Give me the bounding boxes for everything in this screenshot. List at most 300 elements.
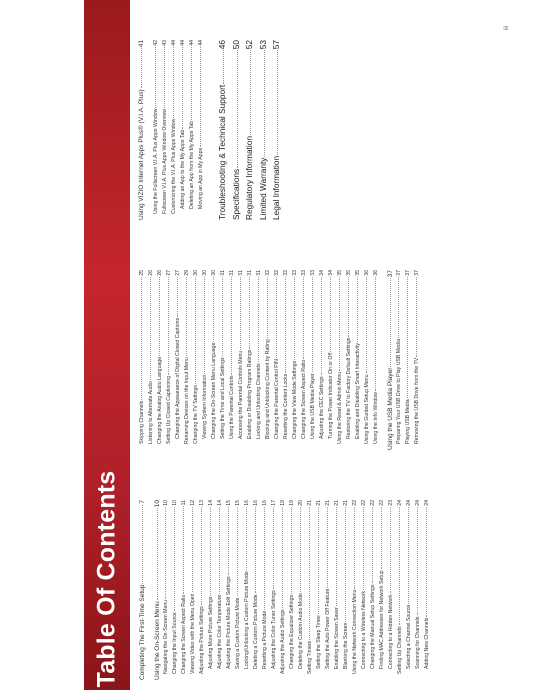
toc-entry[interactable] xyxy=(364,270,372,450)
toc-entry-page: 14 xyxy=(217,500,223,506)
dot-leader xyxy=(312,277,313,372)
toc-entry[interactable] xyxy=(154,500,162,680)
toc-entry[interactable] xyxy=(316,500,324,680)
toc-entry-title: Setting the Sleep Timer xyxy=(316,615,322,669)
toc-entry-title: Playing USB Media xyxy=(405,399,411,444)
toc-entry[interactable] xyxy=(355,270,363,450)
toc-entry-title: Fullscreen V.I.A. Plus Apps Window Overview xyxy=(162,108,168,214)
dot-leader xyxy=(321,277,322,376)
dot-leader xyxy=(249,277,250,349)
toc-entry-page: 15 xyxy=(235,500,241,506)
toc-entry-page: 21 xyxy=(325,500,331,506)
toc-entry-title: Using the Fullscreen V.I.A. Plus Apps Window xyxy=(153,108,159,214)
toc-entry-title: Turning the Power Indicator On or Off xyxy=(328,352,334,439)
toc-entry-title: Skipping Channels xyxy=(139,400,145,444)
toc-entry-page: 43 xyxy=(162,40,168,46)
toc-entry-title: Setting the Auto Power Off Feature xyxy=(325,588,331,669)
toc-entry-page: 24 xyxy=(415,500,421,506)
toc-entry[interactable] xyxy=(181,500,189,680)
toc-entry[interactable] xyxy=(289,500,297,680)
toc-entry-page: 19 xyxy=(289,500,295,506)
toc-entry[interactable] xyxy=(184,270,192,450)
toc-entry[interactable] xyxy=(310,270,318,450)
toc-entry[interactable] xyxy=(244,500,252,680)
toc-entry[interactable] xyxy=(193,270,201,450)
toc-entry[interactable] xyxy=(226,500,234,680)
dot-leader xyxy=(240,277,241,350)
toc-entry[interactable] xyxy=(373,270,381,450)
toc-entry[interactable] xyxy=(274,270,282,450)
dot-leader xyxy=(381,507,382,570)
dot-leader xyxy=(246,507,247,570)
toc-entry-title: Using the Guided Setup Menu xyxy=(364,374,370,444)
toc-entry-title: Blanking the Screen xyxy=(343,622,349,669)
toc-entry-page: 44 xyxy=(198,40,204,46)
dot-leader xyxy=(407,277,408,399)
dot-leader xyxy=(237,507,238,597)
dot-leader xyxy=(327,507,328,588)
toc-entry-page: 22 xyxy=(352,500,358,506)
toc-entry[interactable] xyxy=(292,270,300,450)
toc-entry-page: 10 xyxy=(163,500,169,506)
dot-leader xyxy=(210,507,211,596)
toc-entry[interactable] xyxy=(253,500,261,680)
toc-entry-title: Changing the Equalizer Settings xyxy=(289,594,295,669)
dot-leader xyxy=(141,48,142,88)
toc-entry-page: 36 xyxy=(364,270,370,276)
toc-entry[interactable] xyxy=(283,270,291,450)
toc-entry[interactable] xyxy=(157,270,165,450)
toc-entry-title: Using the Network Connection Menu xyxy=(352,589,358,674)
dot-leader xyxy=(416,277,417,357)
dot-leader xyxy=(258,277,259,363)
toc-entry-page: 17 xyxy=(271,500,277,506)
toc-entry[interactable] xyxy=(414,270,422,450)
dot-leader xyxy=(222,277,223,357)
toc-entry[interactable] xyxy=(217,40,225,220)
toc-entry-title: Locking and Unlocking Channels xyxy=(256,363,262,439)
toc-entry-title: Setting the Time and Local Settings xyxy=(220,357,226,439)
toc-entry[interactable] xyxy=(352,500,360,680)
toc-entry-title: Using the Reset & Admin Menu xyxy=(337,371,343,444)
toc-entry-page: 21 xyxy=(334,500,340,506)
dot-leader xyxy=(285,277,286,373)
dot-leader xyxy=(366,277,367,374)
toc-entry[interactable] xyxy=(406,500,414,680)
toc-entry[interactable] xyxy=(238,270,246,450)
toc-entry-title: Deleting an App from the My Apps Tab xyxy=(189,120,195,209)
toc-entry-title: Listening to Alternate Audio xyxy=(148,381,154,444)
dot-leader xyxy=(174,507,175,612)
toc-entry-page: 32 xyxy=(274,270,280,276)
toc-entry-title: Connecting to a Wireless Network xyxy=(361,590,367,669)
toc-entry-page: 52 xyxy=(244,40,254,50)
toc-entry-title: Changing the Screen Aspect Ratio xyxy=(181,594,187,674)
toc-entry-page: 21 xyxy=(343,500,349,506)
toc-entry-title: Restoring the TV to Factory Default Settings xyxy=(346,337,352,439)
toc-entry-page: 20 xyxy=(298,500,304,506)
toc-entry-title: Changing the View Mode Settings xyxy=(292,360,298,439)
toc-entry[interactable] xyxy=(148,270,156,450)
toc-entry-page: 10 xyxy=(154,500,161,508)
toc-entry-page: 21 xyxy=(316,500,322,506)
toc-entry-page: 11 xyxy=(181,500,187,506)
toc-entry-page: 22 xyxy=(361,500,367,506)
toc-entry-title: Regulatory Information xyxy=(244,136,254,220)
dot-leader xyxy=(201,507,202,605)
toc-entry-page: 21 xyxy=(307,500,313,506)
toc-entry-page: 16 xyxy=(244,500,250,506)
toc-entry[interactable] xyxy=(256,270,264,450)
toc-entry[interactable] xyxy=(262,500,270,680)
toc-entry[interactable] xyxy=(346,270,354,450)
dot-leader xyxy=(228,507,229,576)
toc-entry-page: 53 xyxy=(257,40,268,50)
dot-leader xyxy=(264,507,265,610)
dot-leader xyxy=(318,507,319,614)
toc-entry-page: 12 xyxy=(190,500,196,506)
toc-entry[interactable] xyxy=(163,500,171,680)
dot-leader xyxy=(375,277,376,391)
toc-entry[interactable] xyxy=(271,500,279,680)
dot-leader xyxy=(186,277,187,356)
toc-entry-title: Deleting the Custom Audio Mode xyxy=(298,593,304,669)
dot-leader xyxy=(267,277,268,338)
toc-entry[interactable] xyxy=(153,40,161,220)
toc-entry[interactable] xyxy=(388,500,396,680)
toc-entry-page: 22 xyxy=(379,500,385,506)
toc-entry-page: 41 xyxy=(138,40,145,48)
toc-entry-page: 37 xyxy=(396,270,402,276)
toc-entry-title: Changing the Analog Audio Language xyxy=(157,356,163,444)
dot-leader xyxy=(330,277,331,352)
toc-entry-page: 44 xyxy=(180,40,186,46)
toc-entry[interactable] xyxy=(387,270,395,450)
toc-entry[interactable] xyxy=(415,500,423,680)
dot-leader xyxy=(255,507,256,594)
toc-entry-page: 24 xyxy=(406,500,412,506)
dot-leader xyxy=(273,507,274,589)
dot-leader xyxy=(357,277,358,342)
toc-entry-title: Adjusting the Picture Settings xyxy=(199,606,205,674)
toc-entry[interactable] xyxy=(202,270,210,450)
dot-leader xyxy=(155,47,156,108)
toc-entry[interactable] xyxy=(325,500,333,680)
toc-entry-page: 24 xyxy=(424,500,430,506)
toc-entry-title: Limited Warranty xyxy=(257,157,268,220)
toc-entry-title: Using VIZIO Internet Apps Plus® (V.I.A. Plus) xyxy=(138,89,145,220)
toc-entry-page: 29 xyxy=(184,270,190,276)
toc-entry-title: Changing the Manual Setup Settings xyxy=(370,584,376,669)
toc-entry-page: 35 xyxy=(346,270,352,276)
dot-leader xyxy=(165,507,166,599)
toc-entry-title: Locking/Unlocking a Custom Picture Mode xyxy=(244,571,250,669)
toc-entry-title: Enabling the Screen Saver xyxy=(334,607,340,669)
dot-leader xyxy=(336,507,337,607)
dot-leader xyxy=(200,47,201,147)
toc-entry[interactable] xyxy=(211,270,219,450)
dot-leader xyxy=(303,277,304,359)
toc-entry-title: Selecting a Channel Source xyxy=(406,604,412,669)
toc-entry[interactable] xyxy=(190,500,198,680)
toc-entry-title: Deleting a Custom Picture Mode xyxy=(253,594,259,669)
toc-entry[interactable] xyxy=(189,40,197,220)
toc-entry[interactable] xyxy=(171,40,179,220)
dot-leader xyxy=(345,507,346,622)
dot-leader xyxy=(204,277,205,374)
dot-leader xyxy=(300,507,301,592)
toc-entry-page: 50 xyxy=(230,40,241,50)
dot-leader xyxy=(237,50,238,168)
toc-entry[interactable] xyxy=(328,270,336,450)
toc-entry[interactable] xyxy=(258,40,266,220)
toc-entry-title: Renaming Devices on the Input Menu xyxy=(184,357,190,444)
toc-entry-title: Adjusting the CEC Settings xyxy=(319,376,325,439)
dot-leader xyxy=(398,277,399,338)
toc-entry-page: 26 xyxy=(148,270,154,276)
toc-entry-page: 32 xyxy=(265,270,271,276)
toc-entry[interactable] xyxy=(424,500,432,680)
toc-entry[interactable] xyxy=(231,40,239,220)
toc-entry-page: 30 xyxy=(193,270,199,276)
dot-leader xyxy=(277,50,278,155)
toc-entry[interactable] xyxy=(235,500,243,680)
dot-leader xyxy=(219,507,220,594)
toc-entry[interactable] xyxy=(307,500,315,680)
dot-leader xyxy=(173,47,174,118)
toc-entry-title: Changing the Parental Control PIN xyxy=(274,359,280,439)
toc-entry-page: 35 xyxy=(337,270,343,276)
toc-entry-title: Adjusting the Color Temperature xyxy=(217,594,223,669)
toc-entry-title: Customizing the V.I.A. Plus Apps Window xyxy=(171,118,177,214)
toc-entry-title: Enabling and Disabling Smart Interactivity xyxy=(355,342,361,439)
toc-entry[interactable] xyxy=(319,270,327,450)
dot-leader xyxy=(223,50,224,84)
toc-entry-page: 30 xyxy=(202,270,208,276)
toc-entry-title: Adjusting More Picture Settings xyxy=(208,596,214,669)
toc-entry-page: 31 xyxy=(256,270,262,276)
toc-entry[interactable] xyxy=(379,500,387,680)
toc-entry[interactable] xyxy=(139,270,147,450)
toc-entry-page: 33 xyxy=(301,270,307,276)
toc-entry-title: Adjusting the Picture Mode Edit Settings xyxy=(226,576,232,669)
toc-entry[interactable] xyxy=(361,500,369,680)
toc-entry-title: Troubleshooting & Technical Support xyxy=(217,84,227,220)
dot-leader xyxy=(164,47,165,108)
toc-entry-title: Specifications xyxy=(230,168,241,220)
toc-entry-page: 31 xyxy=(220,270,226,276)
dot-leader xyxy=(183,506,184,593)
toc-entry-title: Viewing Video with the Menu Open xyxy=(190,593,196,674)
toc-entry[interactable] xyxy=(217,500,225,680)
toc-entry-page: 19 xyxy=(280,500,286,506)
dot-leader xyxy=(231,277,232,375)
toc-entry-page: 10 xyxy=(172,500,178,506)
toc-entry-title: Legal Information xyxy=(271,155,281,220)
toc-entry-page: 42 xyxy=(153,40,159,46)
dot-leader xyxy=(426,507,427,617)
toc-entry-page: 37 xyxy=(387,270,394,278)
dot-leader xyxy=(192,507,193,593)
toc-entry[interactable] xyxy=(244,40,252,220)
toc-entry[interactable] xyxy=(405,270,413,450)
toc-entry[interactable] xyxy=(138,40,146,220)
dot-leader xyxy=(250,50,251,135)
toc-entry-page: 34 xyxy=(328,270,334,276)
toc-entry[interactable] xyxy=(166,270,174,450)
toc-entry-page: 23 xyxy=(388,500,394,506)
toc-entry-page: 22 xyxy=(370,500,376,506)
toc-entry-title: Setting Up Closed Captioning xyxy=(166,375,172,444)
toc-entry[interactable] xyxy=(247,270,255,450)
toc-entry-title: Removing the USB Drive from the TV xyxy=(414,357,420,444)
toc-entry-page: 13 xyxy=(199,500,205,506)
toc-entry-page: 26 xyxy=(157,270,163,276)
dot-leader xyxy=(417,507,418,616)
toc-entry-page: 31 xyxy=(229,270,235,276)
toc-entry-title: Saving a Custom Picture Mode xyxy=(235,597,241,669)
toc-entry[interactable] xyxy=(334,500,342,680)
toc-entry-title: Resetting a Picture Mode xyxy=(262,610,268,669)
toc-entry[interactable] xyxy=(229,270,237,450)
toc-entry-title: Using the USB Media Player xyxy=(387,367,394,450)
toc-entry-page: 27 xyxy=(166,270,172,276)
toc-entry[interactable] xyxy=(397,500,405,680)
page-number: iii xyxy=(504,26,510,30)
toc-entry-title: Setting Up Channels xyxy=(397,626,403,674)
toc-entry[interactable] xyxy=(172,500,180,680)
toc-entry-page: 25 xyxy=(139,270,145,276)
toc-entry-page: 30 xyxy=(211,270,217,276)
toc-entry[interactable] xyxy=(208,500,216,680)
toc-entry[interactable] xyxy=(180,40,188,220)
dot-leader xyxy=(213,277,214,342)
toc-entry[interactable] xyxy=(337,270,345,450)
toc-entry-title: Using the Info Window xyxy=(373,392,379,444)
toc-entry[interactable] xyxy=(298,500,306,680)
toc-entry-title: Adjusting the Color Tuner Settings xyxy=(271,590,277,669)
toc-entry-title: Finding MAC Addresses for Network Setup xyxy=(379,570,385,669)
toc-entry-title: Setting Timers xyxy=(307,640,313,674)
toc-entry-page: 7 xyxy=(139,500,146,504)
toc-entry[interactable] xyxy=(271,40,279,220)
toc-entry-page: 16 xyxy=(262,500,268,506)
dot-leader xyxy=(264,50,265,156)
dot-leader xyxy=(282,507,283,609)
toc-entry-page: 15 xyxy=(226,500,232,506)
dot-leader xyxy=(168,277,169,375)
toc-entry[interactable] xyxy=(343,500,351,680)
dot-leader xyxy=(354,507,355,589)
toc-entry[interactable] xyxy=(301,270,309,450)
dot-leader xyxy=(309,507,310,640)
dot-leader xyxy=(141,277,142,400)
toc-entry-page: 35 xyxy=(355,270,361,276)
toc-entry-title: Enabling or Disabling Program Ratings xyxy=(247,349,253,439)
toc-entry-page: 14 xyxy=(208,500,214,506)
dot-leader xyxy=(159,277,160,356)
dot-leader xyxy=(195,277,196,384)
toc-entry-page: 37 xyxy=(405,270,411,276)
dot-leader xyxy=(182,47,183,129)
dot-leader xyxy=(157,508,158,600)
toc-entry-page: 27 xyxy=(175,270,181,276)
toc-entry-title: Using the On-Screen Menu xyxy=(154,601,161,680)
dot-leader xyxy=(177,277,178,317)
toc-entry-title: Accessing the Parental Controls Menu xyxy=(238,350,244,439)
toc-entry-title: Viewing System Information xyxy=(202,374,208,439)
toc-entry-title: Resetting the Content Locks xyxy=(283,373,289,439)
dot-leader xyxy=(142,505,143,584)
dot-leader xyxy=(348,277,349,337)
toc-entry-page: 36 xyxy=(373,270,379,276)
toc-entry-page: 24 xyxy=(397,500,403,506)
dot-leader xyxy=(339,277,340,371)
toc-entry-page: 44 xyxy=(189,40,195,46)
dot-leader xyxy=(399,507,400,626)
toc-entry-page: 33 xyxy=(292,270,298,276)
dot-leader xyxy=(291,507,292,594)
toc-entry[interactable] xyxy=(370,500,378,680)
toc-entry-page: 44 xyxy=(171,40,177,46)
toc-content xyxy=(130,0,533,690)
dot-leader xyxy=(150,277,151,380)
toc-entry-title: Using the USB Media Player xyxy=(310,373,316,439)
toc-entry-title: Scanning for Channels xyxy=(415,616,421,669)
toc-entry-title: Changing the Screen Aspect Ratio xyxy=(301,359,307,439)
dot-leader xyxy=(372,507,373,584)
toc-entry-title: Navigating the On-Screen Menu xyxy=(163,599,169,674)
toc-entry[interactable] xyxy=(198,40,206,220)
toc-entry-page: 16 xyxy=(253,500,259,506)
toc-entry-title: Completing The First-Time Setup xyxy=(139,584,146,680)
toc-entry-page: 34 xyxy=(319,270,325,276)
toc-entry[interactable] xyxy=(280,500,288,680)
toc-entry-title: Preparing Your USB Drive to Play USB Media xyxy=(396,339,402,444)
toc-entry-page: 32 xyxy=(283,270,289,276)
toc-entry-page: 46 xyxy=(217,40,227,50)
dot-leader xyxy=(390,507,391,594)
toc-entry-title: Adding New Channels xyxy=(424,617,430,669)
toc-entry-title: Blocking and Unblocking Content by Rating xyxy=(265,339,271,439)
page-title: Table Of Contents xyxy=(92,470,121,688)
dot-leader xyxy=(363,507,364,590)
toc-entry-title: Moving an App in My Apps xyxy=(198,147,204,209)
dot-leader xyxy=(294,277,295,360)
dot-leader xyxy=(390,278,391,366)
toc-entry-title: Changing the TV Settings xyxy=(193,384,199,444)
toc-entry-title: Changing the Input Source xyxy=(172,612,178,674)
toc-entry[interactable] xyxy=(265,270,273,450)
toc-entry[interactable] xyxy=(220,270,228,450)
toc-entry-page: 31 xyxy=(238,270,244,276)
toc-entry-title: Adding an App to the My Apps Tab xyxy=(180,129,186,209)
toc-entry[interactable] xyxy=(139,500,147,680)
toc-entry-page: 33 xyxy=(310,270,316,276)
dot-leader xyxy=(191,47,192,120)
toc-entry-page: 37 xyxy=(414,270,420,276)
toc-entry-title: Using the Parental Controls xyxy=(229,375,235,439)
toc-entry-title: Changing the Appearance of Digital Closed Captions xyxy=(175,317,181,439)
toc-entry-title: Adjusting the Audio Settings xyxy=(280,609,286,674)
toc-entry-page: 31 xyxy=(247,270,253,276)
toc-entry[interactable] xyxy=(175,270,183,450)
toc-entry-title: Changing the On-Screen Menu Language xyxy=(211,342,217,439)
toc-entry[interactable] xyxy=(162,40,170,220)
dot-leader xyxy=(408,507,409,604)
toc-entry[interactable] xyxy=(396,270,404,450)
toc-entry[interactable] xyxy=(199,500,207,680)
